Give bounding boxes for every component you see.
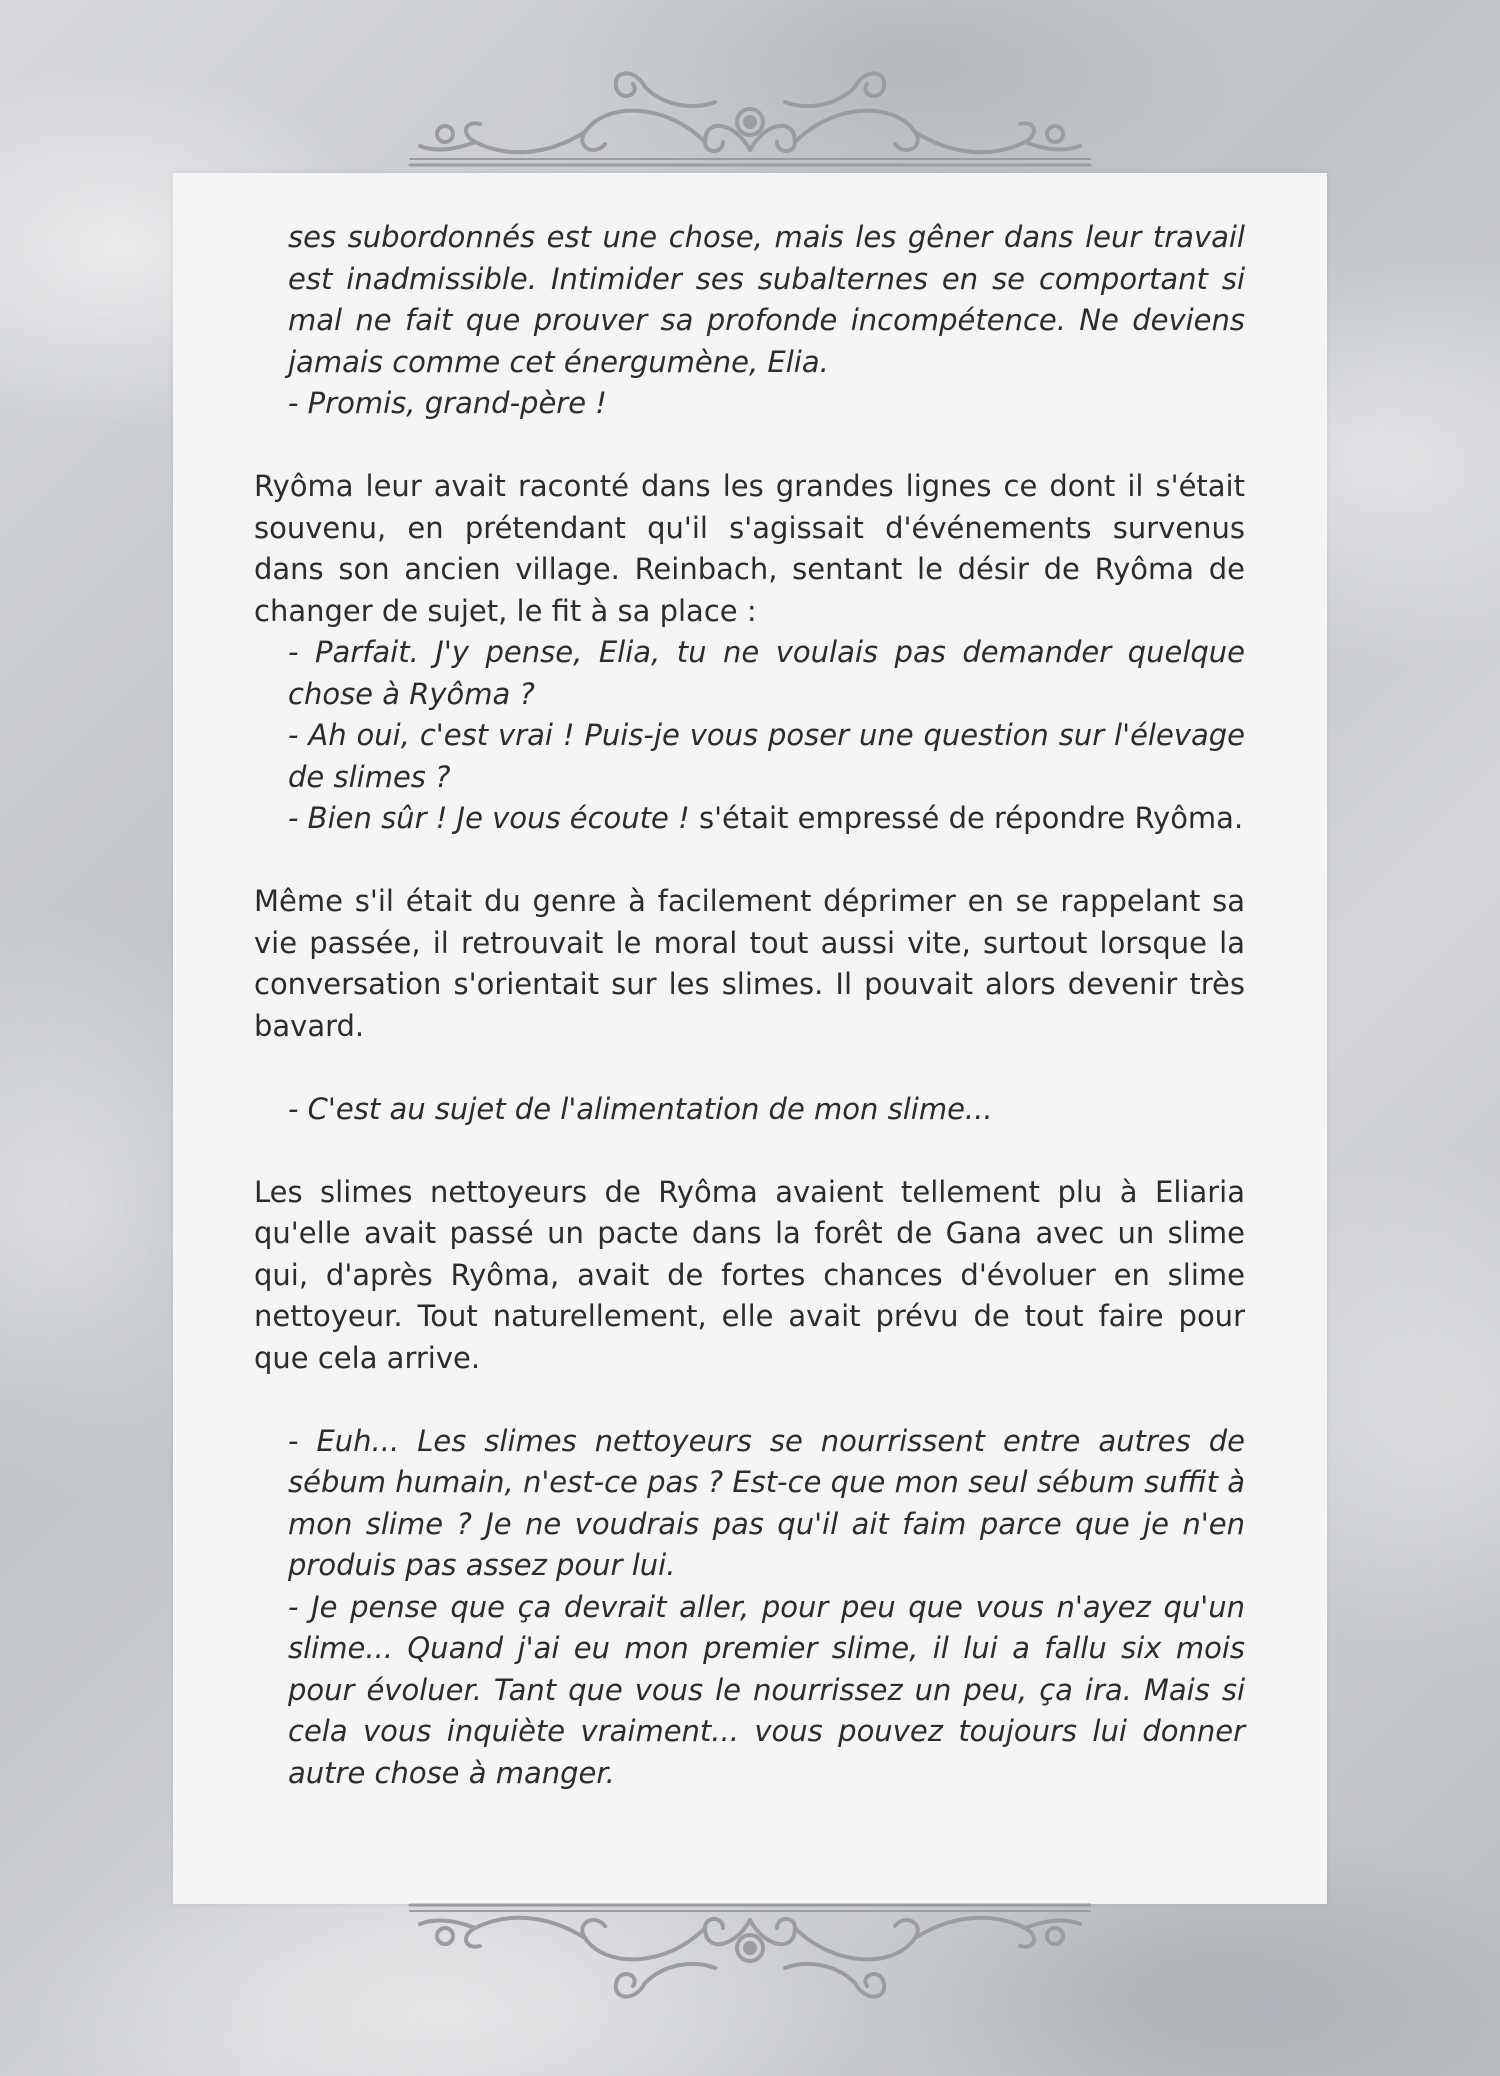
dialogue-line: - Ah oui, c'est vrai ! Puis-je vous poser une question sur l'élevage de slimes ? xyxy=(288,718,1245,794)
dialogue-line: - Parfait. J'y pense, Elia, tu ne voulais pas demander quelque chose à Ryôma ? xyxy=(288,635,1245,711)
paragraph-gap xyxy=(254,425,1245,467)
paragraph-gap xyxy=(254,1130,1245,1172)
narration-paragraph: Les slimes nettoyeurs de Ryôma avaient tellement plu à Eliaria qu'elle avait passé un pacte dans la forêt de Gana avec un slime qui, d'après Ryôma, avait de fortes chances d'évoluer en slime nettoyeur. Tout naturellement, elle avait prévu de tout faire pour que cela arrive. xyxy=(254,1174,1245,1375)
dialogue-line: - Promis, grand-père ! xyxy=(288,386,607,420)
dialogue-speech: - Bien sûr ! Je vous écoute ! xyxy=(288,801,690,835)
paragraph-gap xyxy=(254,840,1245,882)
body-text xyxy=(254,217,1245,1794)
dialogue-line-mixed xyxy=(254,798,1245,840)
top-ornament xyxy=(405,62,1095,172)
paragraph-gap xyxy=(254,1047,1245,1089)
dialogue-line: - Je pense que ça devrait aller, pour peu que vous n'ayez qu'un slime... Quand j'ai eu mon premier slime, il lui a fallu six mois pour évoluer. Tant que vous le nourrissez un peu, ça ira. Mais si cela vous inquiète vraiment... vous pouvez toujours lui donner autre chose à manger. xyxy=(288,1589,1245,1790)
paragraph-gap xyxy=(254,1379,1245,1421)
bottom-ornament xyxy=(405,1898,1095,2008)
dialogue-line: - C'est au sujet de l'alimentation de mon slime... xyxy=(288,1091,993,1126)
dialogue-tag: s'était empressé de répondre Ryôma. xyxy=(689,801,1244,835)
dialogue-line: ses subordonnés est une chose, mais les gêner dans leur travail est inadmissible. Intimider ses subalternes en se comportant si mal ne fait que prouver sa profonde incompétence. Ne deviens jamais comme cet énergumène, Elia. xyxy=(288,220,1245,379)
dialogue-line: - Euh... Les slimes nettoyeurs se nourrissent entre autres de sébum humain, n'est-ce pas ? Est-ce que mon seul sébum suffit à mon slime ? Je ne voudrais pas qu'il ait faim parce que je n'en produis pas assez pour lui. xyxy=(288,1423,1245,1582)
narration-paragraph: Même s'il était du genre à facilement déprimer en se rappelant sa vie passée, il retrouvait le moral tout aussi vite, surtout lorsque la conversation s'orientait sur les slimes. Il pouvait alors devenir très bavard. xyxy=(254,884,1245,1043)
narration-paragraph: Ryôma leur avait raconté dans les grandes lignes ce dont il s'était souvenu, en prétendant qu'il s'agissait d'événements survenus dans son ancien village. Reinbach, sentant le désir de Ryôma de changer de sujet, le fit à sa place : xyxy=(254,469,1245,628)
page-panel xyxy=(173,173,1327,1904)
